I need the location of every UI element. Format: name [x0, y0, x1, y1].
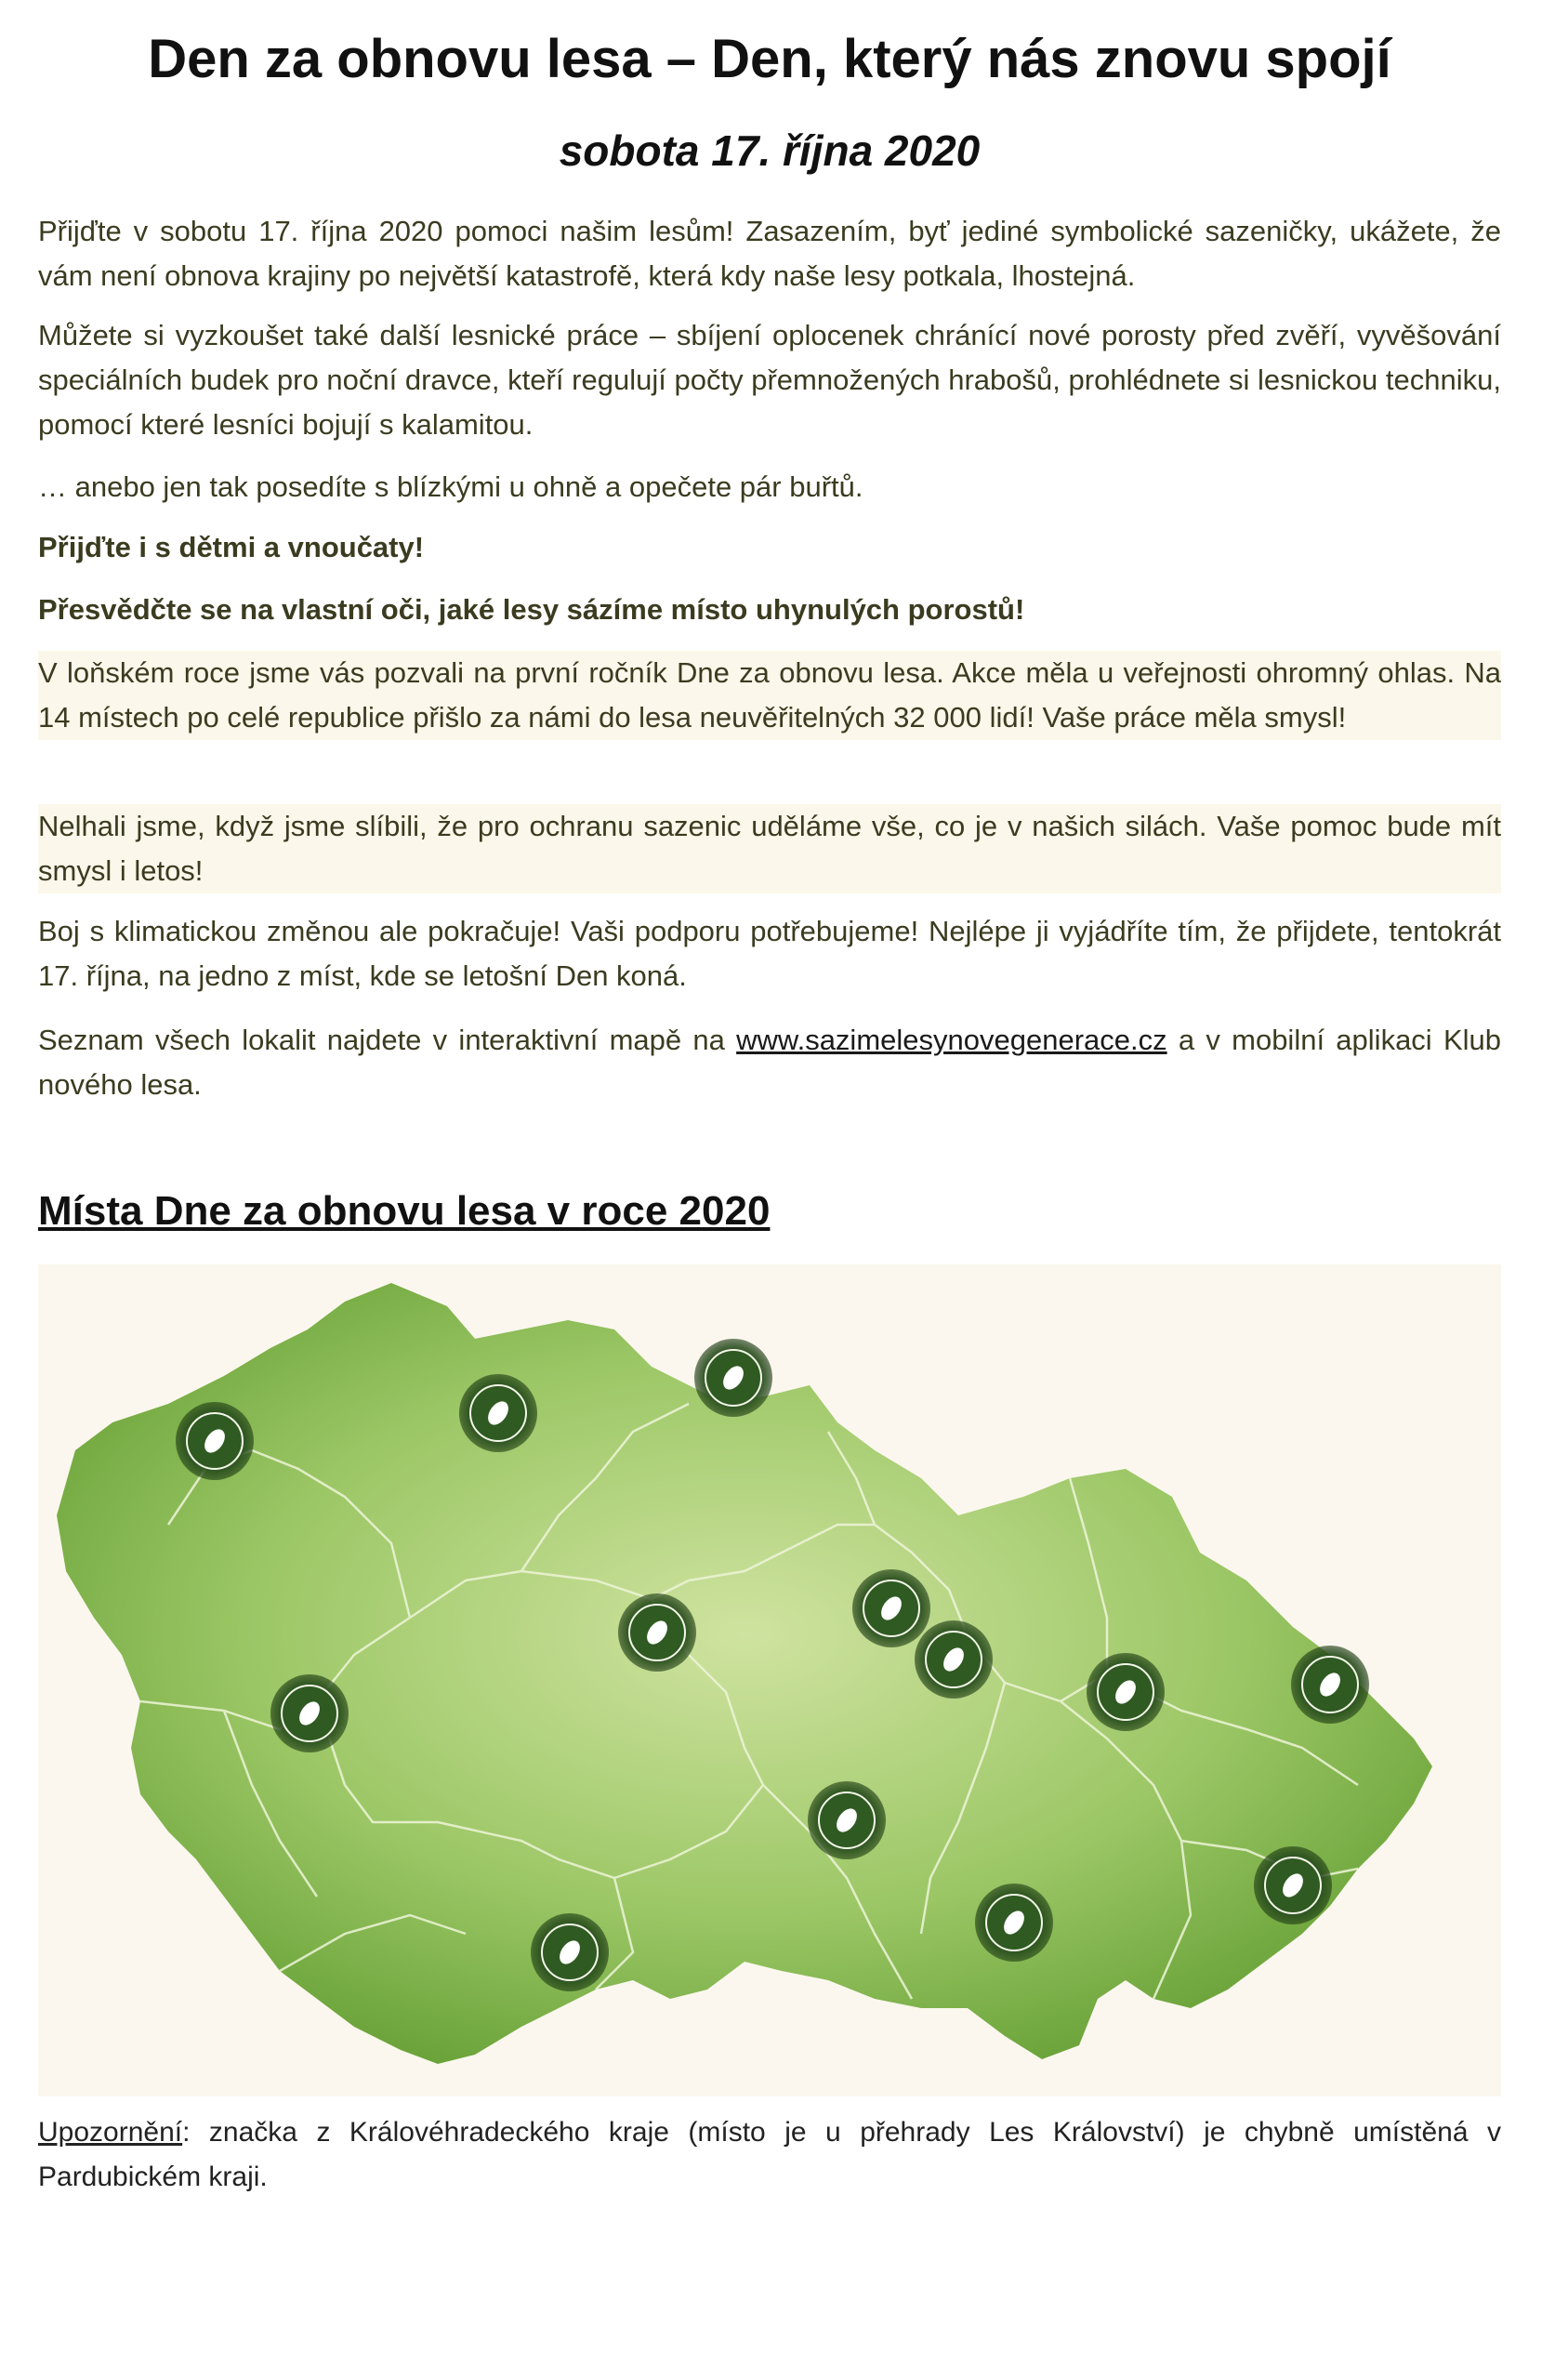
location-marker[interactable]: [915, 1620, 993, 1699]
website-link[interactable]: www.sazimelesynovegenerace.cz: [736, 1024, 1167, 1056]
promise-paragraph: Nelhali jsme, když jsme slíbili, že pro ochranu sazenic uděláme vše, co je v našich silách. Vaše pomoc bude mít smysl i letos!: [38, 804, 1501, 893]
map-heading: Místa Dne za obnovu lesa v roce 2020: [38, 1188, 771, 1234]
forests-paragraph: Přesvědčte se na vlastní oči, jaké lesy sázíme místo uhynulých porostů!: [38, 593, 1025, 626]
children-paragraph: Přijďte i s dětmi a vnoučaty!: [38, 531, 425, 563]
intro-paragraph: Přijďte v sobotu 17. října 2020 pomoci našim lesům! Zasazením, byť jediné symbolické sazeničky, ukážete, že vám není obnova krajiny po největší katastrofě, která kdy naše lesy potkala, lhostejná.: [38, 215, 1501, 292]
warning-notice: [38, 2110, 1501, 2200]
location-marker[interactable]: [270, 1674, 349, 1752]
last-year-paragraph: V loňském roce jsme vás pozvali na první ročník Dne za obnovu lesa. Akce měla u veřejnosti ohromný ohlas. Na 14 místech po celé republice přišlo za námi do lesa neuvěřitelných 32 000 lidí! Vaše práce měla smysl!: [38, 651, 1501, 740]
location-marker[interactable]: [459, 1374, 537, 1452]
locations-text-end: a v mobilní aplikaci Klub nového lesa.: [38, 1024, 1501, 1101]
location-marker[interactable]: [852, 1569, 930, 1647]
location-marker[interactable]: [618, 1593, 696, 1672]
page-title: Den za obnovu lesa – Den, který nás znovu spojí: [148, 29, 1391, 89]
location-marker[interactable]: [1291, 1646, 1369, 1724]
location-marker[interactable]: [176, 1402, 254, 1480]
location-marker[interactable]: [1254, 1846, 1332, 1924]
location-marker[interactable]: [531, 1913, 609, 1991]
czech-map-svg: [38, 1264, 1501, 2096]
climate-paragraph: Boj s klimatickou změnou ale pokračuje! Vaši podporu potřebujeme! Nejlépe ji vyjádříte tím, že přijdete, tentokrát 17. října, na jedno z míst, kde se letošní Den koná.: [38, 915, 1501, 992]
campfire-paragraph: … anebo jen tak posedíte s blízkými u ohně a opečete pár buřtů.: [38, 470, 863, 503]
event-date: sobota 17. října 2020: [559, 126, 981, 175]
czech-map: [38, 1264, 1501, 2096]
locations-paragraph: [38, 1018, 1501, 1107]
location-marker[interactable]: [808, 1781, 886, 1859]
location-marker[interactable]: [975, 1884, 1053, 1962]
location-marker[interactable]: [694, 1339, 772, 1417]
location-marker[interactable]: [1087, 1653, 1165, 1731]
locations-text-start: Seznam všech lokalit najdete v interaktivní mapě na: [38, 1024, 737, 1056]
notice-text: : značka z Královéhradeckého kraje (místo je u přehrady Les Království) je chybně umístěná v Pardubickém kraji.: [38, 2117, 1501, 2192]
activities-paragraph: Můžete si vyzkoušet také další lesnické práce – sbíjení oplocenek chránící nové porosty před zvěří, vyvěšování speciálních budek pro noční dravce, kteří regulují počty přemnožených hrabošů, prohlédnete si lesnickou techniku, pomocí které lesníci bojují s kalamitou.: [38, 319, 1501, 441]
notice-label: Upozornění: [38, 2117, 183, 2148]
